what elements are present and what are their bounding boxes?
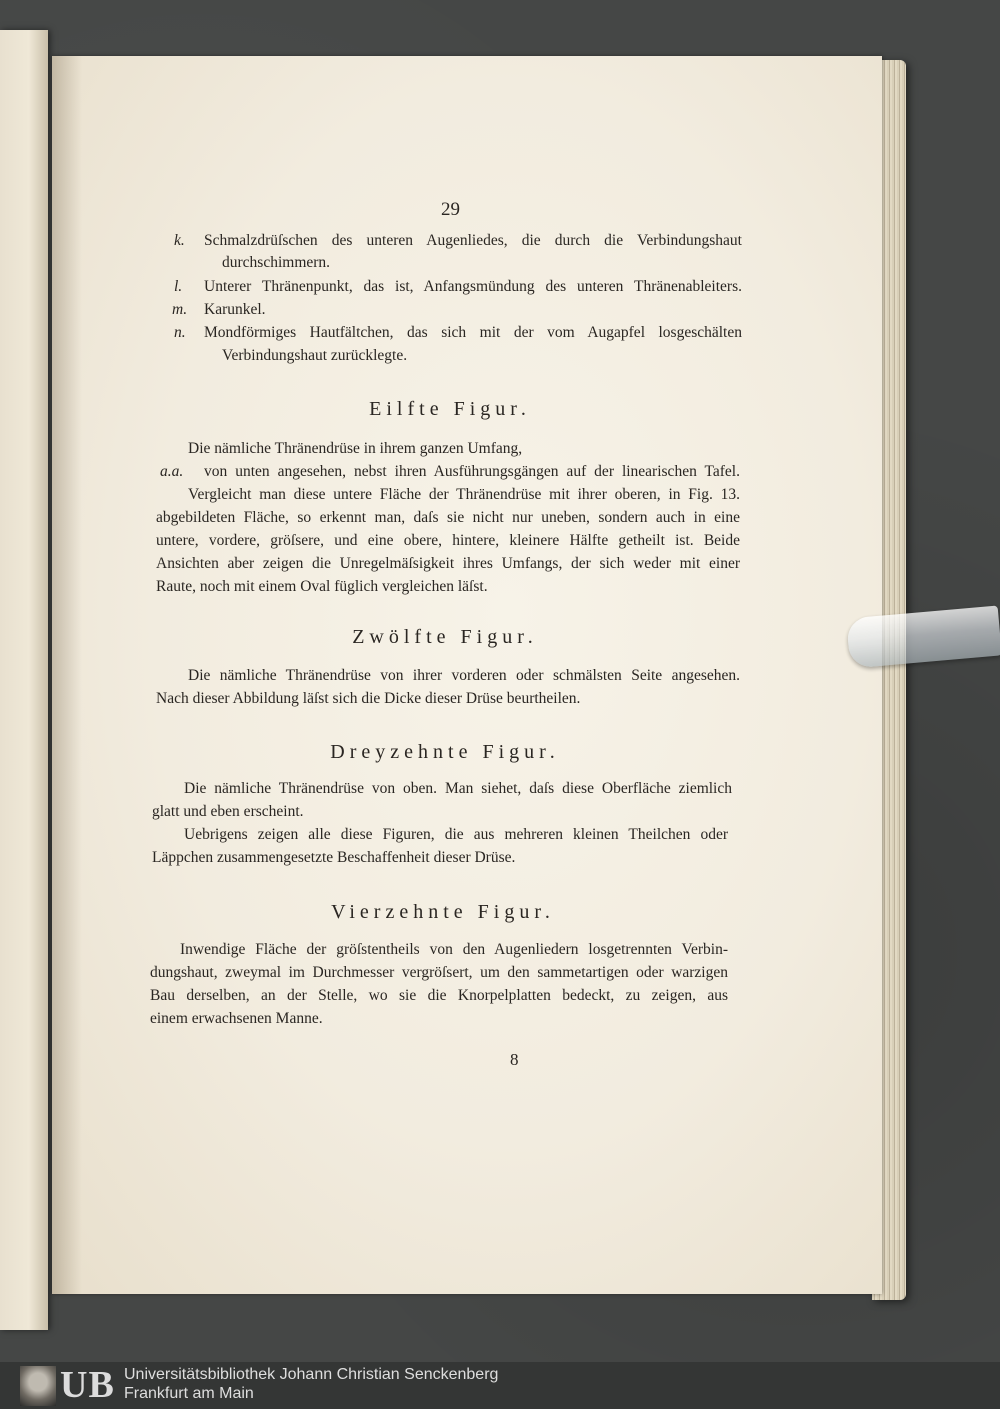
vierzehnte-line-4: einem erwachsenen Manne. — [150, 1010, 323, 1027]
senckenberg-portrait-icon — [20, 1366, 56, 1406]
vierzehnte-line-1: Inwendige Fläche der gröſstentheils von den Augenliedern losgetrennten Verbin- — [180, 941, 728, 958]
eilfte-line-1: Die nämliche Thränendrüse in ihrem ganzen Umfang, — [188, 440, 523, 457]
dreyzehnte-line-3: Uebrigens zeigen alle diese Figuren, die aus mehreren kleinen Theilchen oder — [184, 826, 728, 843]
item-l-line-1: Unterer Thränenpunkt, das ist, Anfangsmündung des unteren Thränenableiters. — [204, 278, 742, 295]
item-k-line-1: Schmalzdrüſschen des unteren Augenliedes, die durch die Verbindungshaut — [204, 232, 742, 249]
eilfte-line-5: untere, vordere, gröſsere, und eine obere, hintere, kleinere Hälfte getheilt ist. Beide — [156, 532, 740, 549]
eilfte-line-6: Ansichten aber zeigen die Unregelmäſsigkeit ihres Umfangs, der sich weder mit einer — [156, 555, 740, 572]
dreyzehnte-line-2: glatt und eben erscheint. — [152, 803, 304, 820]
section-heading-eilfte: Eilfte Figur. — [369, 398, 531, 420]
footer-institution-name: Universitätsbibliothek Johann Christian Senckenberg — [124, 1366, 499, 1383]
eilfte-line-7: Raute, noch mit einem Oval füglich vergleichen läſst. — [156, 578, 488, 595]
eilfte-line-2: von unten angesehen, nebst ihren Ausführungsgängen auf der linearischen Tafel. — [204, 463, 740, 480]
zwoelfte-line-1: Die nämliche Thränendrüse von ihrer vorderen oder schmälsten Seite angesehen. — [188, 667, 740, 684]
item-label-m: m. — [172, 301, 188, 318]
eilfte-label-aa: a.a. — [160, 463, 184, 480]
item-label-l: l. — [174, 278, 183, 295]
item-label-k: k. — [174, 232, 185, 249]
item-label-n: n. — [174, 324, 186, 341]
item-m-line-1: Karunkel. — [204, 301, 266, 318]
section-heading-vierzehnte: Vierzehnte Figur. — [331, 901, 555, 923]
dreyzehnte-line-1: Die nämliche Thränendrüse von oben. Man siehet, daſs diese Oberfläche ziemlich — [184, 780, 732, 797]
footer-location: Frankfurt am Main — [124, 1385, 254, 1402]
eilfte-line-4: abgebildeten Fläche, so erkennt man, daſs sie nicht nur uneben, sondern auch in eine — [156, 509, 740, 526]
vierzehnte-line-3: Bau derselben, an der Stelle, wo sie die Knorpelplatten bedeckt, zu zeigen, aus — [150, 987, 728, 1004]
signature-mark: 8 — [510, 1050, 519, 1069]
section-heading-zwoelfte: Zwölfte Figur. — [352, 626, 538, 648]
eilfte-line-3: Vergleicht man diese untere Fläche der Thränendrüse mit ihrer oberen, in Fig. 13. — [188, 486, 740, 503]
item-n-line-2: Verbindungshaut zurücklegte. — [222, 347, 408, 364]
ub-logo: UB — [60, 1364, 115, 1406]
item-k-line-2: durchschimmern. — [222, 254, 331, 271]
section-heading-dreyzehnte: Dreyzehnte Figur. — [330, 741, 560, 763]
zwoelfte-line-2: Nach dieser Abbildung läſst sich die Dicke dieser Drüse beurtheilen. — [156, 690, 581, 707]
facing-page-edge — [0, 30, 48, 1330]
item-n-line-1: Mondförmiges Hautfältchen, das sich mit der vom Augapfel losgeschälten — [204, 324, 742, 341]
gutter-shadow — [52, 56, 82, 1294]
page-number: 29 — [441, 199, 460, 220]
dreyzehnte-line-4: Läppchen zusammengesetzte Beschaffenheit dieser Drüse. — [152, 849, 516, 866]
vierzehnte-line-2: dungshaut, zweymal im Durchmesser vergröſsert, um den sammetartigen oder warzigen — [150, 964, 728, 981]
